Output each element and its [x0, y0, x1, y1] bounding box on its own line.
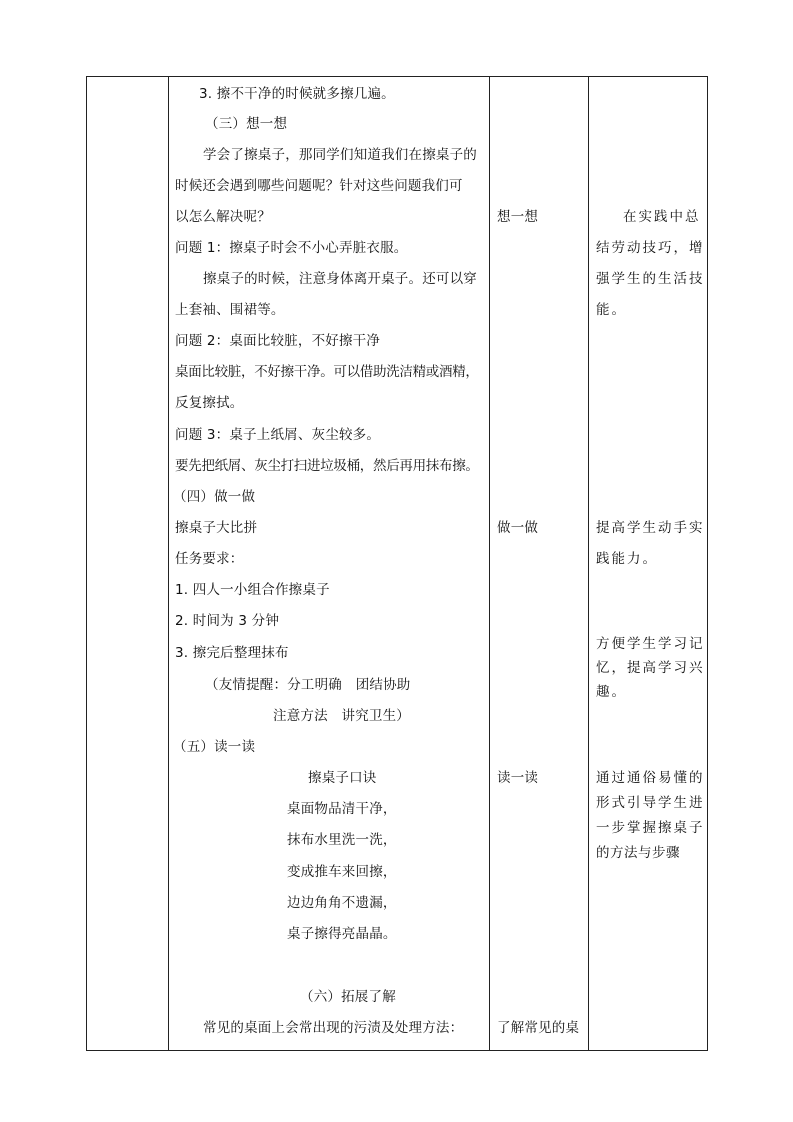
column-divider-3	[588, 76, 589, 1051]
table-border-top	[86, 76, 708, 77]
activity-label: 读一读	[497, 770, 539, 786]
section-heading: （三）想一想	[205, 116, 288, 132]
table-border-bottom	[86, 1050, 708, 1051]
text-line: 反复擦拭。	[175, 395, 244, 411]
text-line: 常见的桌面上会常出现的污渍及处理方法：	[203, 1020, 464, 1036]
section-heading: （六）拓展了解	[300, 989, 396, 1005]
text-line: 注意方法 讲究卫生）	[273, 708, 410, 724]
intent-line: 能。	[596, 302, 627, 318]
column-divider-1	[168, 76, 169, 1051]
intent-line: 践能力。	[596, 551, 658, 567]
text-line: 问题 2：桌面比较脏，不好擦干净	[175, 333, 381, 349]
poem-line: 桌面物品清干净，	[287, 801, 397, 817]
section-heading: （四）做一做	[173, 489, 256, 505]
intent-line: 忆，提高学习兴	[596, 660, 705, 676]
text-line: 要先把纸屑、灰尘打扫进垃圾桶，然后再用抹布擦。	[175, 458, 479, 474]
poem-title: 擦桌子口诀	[308, 770, 377, 786]
activity-label: 了解常见的桌	[497, 1020, 580, 1036]
activity-label: 想一想	[497, 209, 539, 225]
table-border-left	[86, 76, 87, 1051]
intent-line: 提高学生动手实	[596, 520, 705, 536]
text-line: 桌面比较脏，不好擦干净。可以借助洗洁精或酒精，	[175, 364, 479, 380]
text-line: 问题 3：桌子上纸屑、灰尘较多。	[175, 427, 381, 443]
intent-line: 在实践中总	[623, 209, 701, 225]
intent-line: 结劳动技巧，增	[596, 240, 705, 256]
text-line: 任务要求：	[175, 551, 244, 567]
poem-line: 变成推车来回擦，	[287, 864, 397, 880]
table-border-right	[707, 76, 708, 1051]
text-line: 上套袖、围裙等。	[175, 302, 285, 318]
text-line: 时候还会遇到哪些问题呢？针对这些问题我们可	[175, 178, 463, 194]
text-line: 2. 时间为 3 分钟	[175, 613, 280, 629]
intent-line: 方便学生学习记	[596, 636, 705, 652]
intent-line: 的方法与步骤	[596, 845, 680, 861]
text-line: 学会了擦桌子，那同学们知道我们在擦桌子的	[203, 147, 477, 163]
activity-label: 做一做	[497, 520, 539, 536]
poem-line: 抹布水里洗一洗，	[287, 832, 397, 848]
intent-line: 形式引导学生进	[596, 795, 705, 811]
intent-line: 趣。	[596, 684, 627, 700]
intent-line: 强学生的生活技	[596, 271, 705, 287]
intent-line: 通过通俗易懂的	[596, 770, 705, 786]
intent-line: 一步掌握擦桌子	[596, 820, 705, 836]
text-line: 3. 擦不干净的时候就多擦几遍。	[199, 86, 395, 102]
text-line: 擦桌子的时候，注意身体离开桌子。还可以穿	[203, 271, 477, 287]
text-line: 以怎么解决呢？	[175, 209, 271, 225]
text-line: （友情提醒：分工明确 团结协助	[205, 677, 411, 693]
text-line: 问题 1：擦桌子时会不小心弄脏衣服。	[175, 240, 408, 256]
column-divider-2	[489, 76, 490, 1051]
poem-line: 边边角角不遗漏，	[287, 895, 397, 911]
poem-line: 桌子擦得亮晶晶。	[287, 926, 397, 942]
section-heading: （五）读一读	[173, 739, 256, 755]
text-line: 擦桌子大比拼	[175, 520, 258, 536]
text-line: 3. 擦完后整理抹布	[175, 645, 289, 661]
text-line: 1. 四人一小组合作擦桌子	[175, 582, 330, 598]
